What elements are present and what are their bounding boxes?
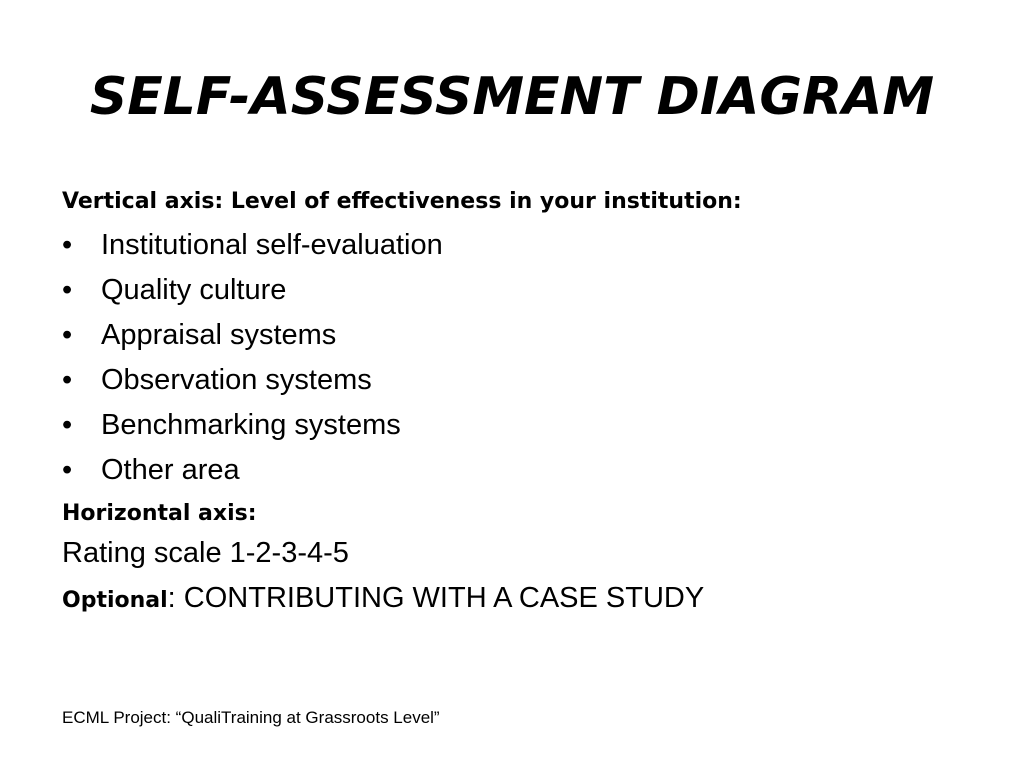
slide-body — [62, 185, 1002, 623]
bullet-icon: • — [62, 364, 73, 396]
slide-title: SELF-ASSESSMENT DIAGRAM — [89, 67, 935, 127]
bullet-icon: • — [62, 454, 73, 486]
horizontal-axis-heading: Horizontal axis: — [62, 501, 257, 526]
list-item-text: Quality culture — [101, 274, 287, 306]
list-item-text: Institutional self-evaluation — [101, 229, 443, 261]
vertical-axis-list — [62, 223, 1002, 493]
list-item — [62, 403, 1002, 448]
rating-scale-text: Rating scale 1-2-3-4-5 — [62, 537, 349, 569]
list-item — [62, 358, 1002, 403]
optional-line — [62, 576, 1002, 623]
slide-footer: ECML Project: “QualiTraining at Grassroots Level” — [62, 708, 440, 727]
list-item — [62, 313, 1002, 358]
bullet-icon: • — [62, 319, 73, 351]
optional-text: : CONTRIBUTING WITH A CASE STUDY — [167, 582, 705, 614]
list-item-text: Observation systems — [101, 364, 372, 396]
bullet-icon: • — [62, 274, 73, 306]
optional-label: Optional — [62, 588, 168, 613]
list-item-text: Appraisal systems — [101, 319, 337, 351]
bullet-icon: • — [62, 229, 73, 261]
list-item-text: Benchmarking systems — [101, 409, 401, 441]
bullet-icon: • — [62, 409, 73, 441]
list-item — [62, 268, 1002, 313]
vertical-axis-heading: Vertical axis: Level of effectiveness in your institution: — [62, 189, 742, 214]
list-item — [62, 448, 1002, 493]
list-item — [62, 223, 1002, 268]
list-item-text: Other area — [101, 454, 240, 486]
